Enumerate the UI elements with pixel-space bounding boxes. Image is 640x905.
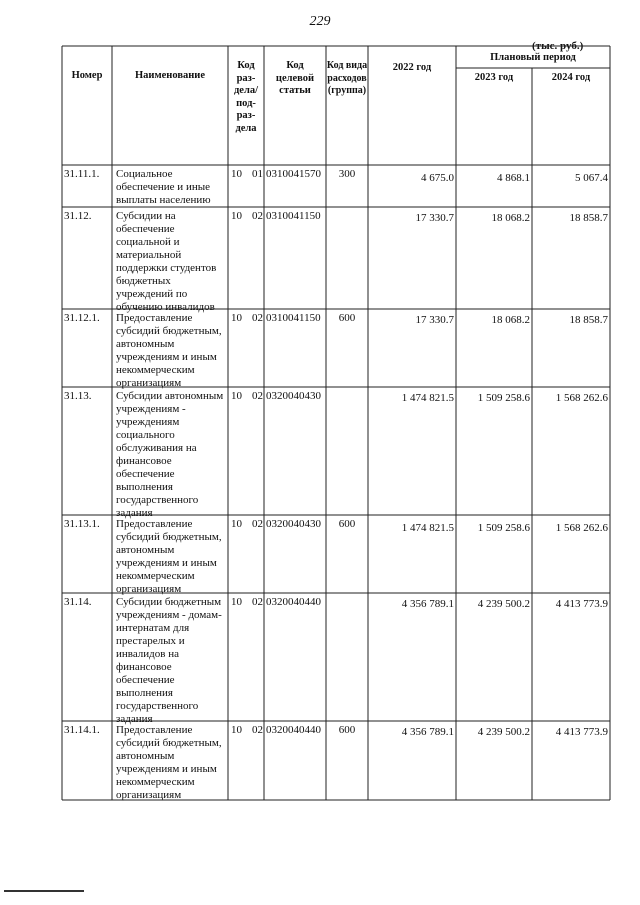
row-name: Предоставление субсидий бюджетным, автономным учреждениям и иным некоммерческим организациям — [116, 724, 222, 801]
row-2023: 4 239 500.2 — [477, 726, 530, 738]
row-rz: 10 — [231, 312, 242, 324]
header-number: Номер — [71, 70, 103, 81]
row-expense: 300 — [338, 168, 356, 180]
header-2022: 2022 год — [392, 62, 432, 73]
row-2022: 17 330.7 — [415, 212, 454, 224]
row-2023: 1 509 258.6 — [477, 522, 530, 534]
row-2023: 18 068.2 — [491, 212, 530, 224]
row-2022: 17 330.7 — [415, 314, 454, 326]
header-target-code: Код целевой статьи — [275, 60, 315, 96]
row-target: 0310041570 — [266, 168, 321, 180]
row-pr: 02 — [252, 312, 263, 324]
row-2022: 4 356 789.1 — [401, 598, 454, 610]
row-number: 31.14. — [64, 596, 92, 608]
row-number: 31.11.1. — [64, 168, 100, 180]
row-rz: 10 — [231, 518, 242, 530]
row-2022: 1 474 821.5 — [401, 392, 454, 404]
row-target: 0320040430 — [266, 518, 321, 530]
header-2024: 2024 год — [551, 72, 591, 83]
row-pr: 02 — [252, 390, 263, 402]
row-2024: 4 413 773.9 — [555, 726, 608, 738]
row-2023: 1 509 258.6 — [477, 392, 530, 404]
row-2023: 4 868.1 — [497, 172, 530, 184]
scan-edge-mark — [4, 890, 84, 892]
row-name: Предоставление субсидий бюджетным, автономным учреждениям и иным некоммерческим организациям — [116, 312, 222, 389]
row-2023: 4 239 500.2 — [477, 598, 530, 610]
page-number: 229 — [309, 14, 331, 29]
row-2022: 4 356 789.1 — [401, 726, 454, 738]
row-target: 0310041150 — [266, 312, 321, 324]
row-number: 31.14.1. — [64, 724, 100, 736]
row-expense: 600 — [338, 312, 356, 324]
row-2024: 1 568 262.6 — [555, 392, 608, 404]
row-number: 31.13. — [64, 390, 92, 402]
row-pr: 02 — [252, 724, 263, 736]
row-name: Субсидии бюджетным учреждениям - домам-интернатам для престарелых и инвалидов на финансовое обеспечение выполнения государственного задания — [116, 596, 222, 725]
row-name: Субсидии на обеспечение социальной и материальной поддержки студентов бюджетных учреждений по обучению инвалидов — [116, 210, 217, 313]
row-target: 0320040430 — [266, 390, 321, 402]
header-expense-code: Код вида расходов (группа) — [326, 60, 368, 96]
header-planned-period: Плановый период — [490, 52, 576, 63]
header-2023: 2023 год — [474, 72, 514, 83]
row-2024: 1 568 262.6 — [555, 522, 608, 534]
row-name: Социальное обеспечение и иные выплаты населению — [116, 168, 211, 206]
row-2024: 18 858.7 — [569, 314, 608, 326]
row-2023: 18 068.2 — [491, 314, 530, 326]
row-pr: 01 — [252, 168, 263, 180]
row-target: 0310041150 — [266, 210, 321, 222]
row-rz: 10 — [231, 390, 242, 402]
row-2024: 5 067.4 — [575, 172, 608, 184]
header-name: Наименование — [135, 70, 205, 81]
row-2022: 4 675.0 — [421, 172, 454, 184]
row-2024: 4 413 773.9 — [555, 598, 608, 610]
row-expense: 600 — [338, 518, 356, 530]
row-number: 31.13.1. — [64, 518, 100, 530]
row-expense: 600 — [338, 724, 356, 736]
row-pr: 02 — [252, 596, 263, 608]
row-rz: 10 — [231, 210, 242, 222]
unit-label: (тыс. руб.) — [532, 40, 584, 52]
row-name: Субсидии автономным учреждениям - учреждениям социального обслуживания на финансовое обеспечение выполнения государственного задания — [116, 390, 224, 519]
row-rz: 10 — [231, 596, 242, 608]
row-target: 0320040440 — [266, 596, 321, 608]
row-rz: 10 — [231, 168, 242, 180]
row-number: 31.12.1. — [64, 312, 100, 324]
row-number: 31.12. — [64, 210, 92, 222]
row-target: 0320040440 — [266, 724, 321, 736]
header-section-code: Код раз-дела/ под-раз-дела — [233, 60, 259, 134]
row-2024: 18 858.7 — [569, 212, 608, 224]
row-rz: 10 — [231, 724, 242, 736]
row-pr: 02 — [252, 518, 263, 530]
row-pr: 02 — [252, 210, 263, 222]
row-2022: 1 474 821.5 — [401, 522, 454, 534]
row-name: Предоставление субсидий бюджетным, автономным учреждениям и иным некоммерческим организациям — [116, 518, 222, 595]
